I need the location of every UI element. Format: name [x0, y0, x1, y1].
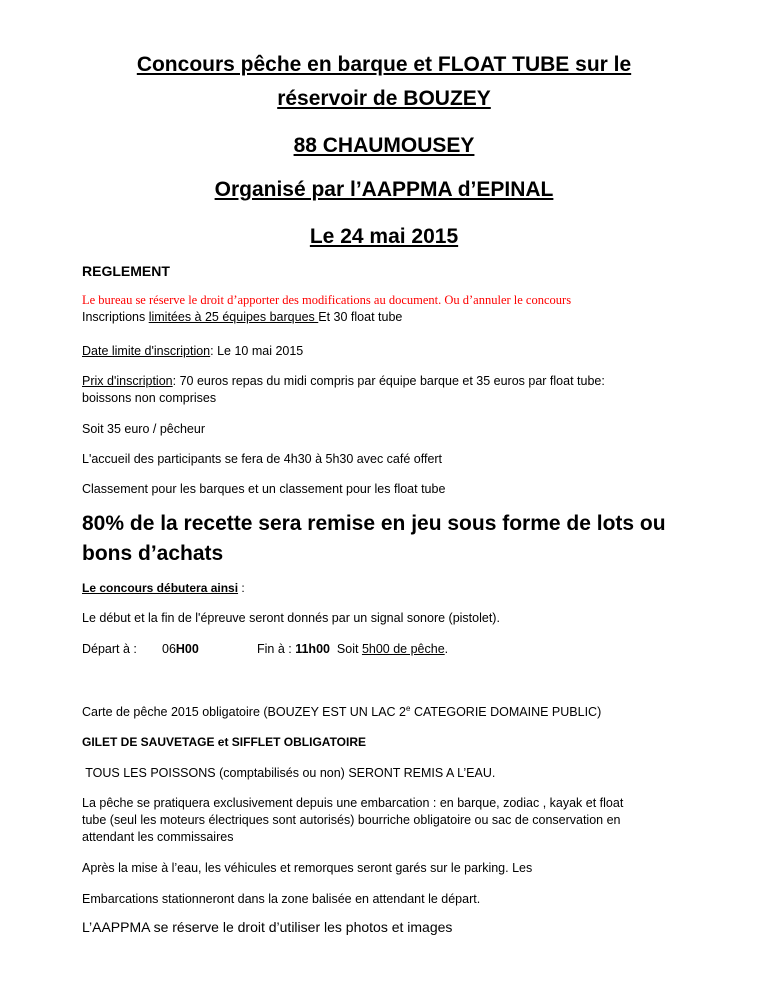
inscriptions-suffix: Et 30 float tube — [318, 310, 403, 324]
inscriptions-line — [82, 310, 402, 324]
duration-suffix: . — [444, 642, 449, 656]
duration-prefix: Soit — [329, 642, 362, 656]
per-angler-line: Soit 35 euro / pêcheur — [82, 422, 205, 436]
end-label: Fin à : — [257, 642, 296, 656]
start-heading-colon: : — [238, 581, 245, 595]
price-line-2: boissons non comprises — [82, 391, 217, 405]
price-line-1 — [82, 374, 605, 388]
red-notice: Le bureau se réserve le droit d’apporter des modifications au document. Ou d’annuler le concours — [82, 293, 572, 307]
end-time: 11h00 — [295, 642, 330, 656]
gilet-line: GILET DE SAUVETAGE et SIFFLET OBLIGATOIRE — [82, 735, 367, 749]
location-title: 88 CHAUMOUSEY — [293, 134, 475, 157]
ranking-line: Classement pour les barques et un classement pour les float tube — [82, 482, 446, 496]
title-line-2: réservoir de BOUZEY — [277, 87, 491, 110]
card-suffix: CATEGORIE DOMAINE PUBLIC) — [410, 705, 602, 719]
title-line-1: Concours pêche en barque et FLOAT TUBE sur le — [136, 53, 632, 76]
inscriptions-prefix: Inscriptions — [82, 310, 149, 324]
parking-line: Après la mise à l’eau, les véhicules et remorques seront garés sur le parking. Les — [82, 861, 533, 875]
boat-line-1: La pêche se pratiquera exclusivement depuis une embarcation : en barque, zodiac , kayak et float — [82, 796, 624, 810]
boat-line-2: tube (seul les moteurs électriques sont autorisés) bourriche obligatoire ou sac de conservation en — [82, 813, 621, 827]
photos-line: L’AAPPMA se réserve le droit d’utiliser les photos et images — [82, 919, 453, 935]
embark-line: Embarcations stationneront dans la zone balisée en attendant le départ. — [82, 892, 481, 906]
deadline-line — [82, 344, 303, 358]
date-title: Le 24 mai 2015 — [309, 225, 459, 248]
card-sup: e — [406, 703, 411, 713]
price-label: Prix d'inscription — [82, 374, 173, 388]
welcome-line: L'accueil des participants se fera de 4h30 à 5h30 avec café offert — [82, 452, 443, 466]
reglement-heading: REGLEMENT — [82, 263, 170, 279]
duration-value: 5h00 de pêche — [361, 642, 445, 656]
start-heading-line — [82, 581, 245, 595]
prizes-line-2: bons d’achats — [82, 542, 224, 565]
depart-time — [162, 642, 199, 656]
prizes-line-1: 80% de la recette sera remise en jeu sous forme de lots ou — [82, 512, 666, 535]
end-time-line — [257, 642, 448, 656]
depart-label: Départ à : — [82, 642, 137, 656]
fishing-card-line — [82, 705, 601, 719]
signal-line: Le début et la fin de l'épreuve seront donnés par un signal sonore (pistolet). — [82, 611, 500, 625]
fish-release-line: TOUS LES POISSONS (comptabilisés ou non) SERONT REMIS A L’EAU. — [82, 766, 496, 780]
organizer-title: Organisé par l’AAPPMA d’EPINAL — [214, 178, 554, 201]
start-heading: Le concours débutera ainsi — [82, 581, 239, 595]
deadline-label: Date limite d'inscription — [82, 344, 211, 358]
depart-minutes: H00 — [175, 642, 199, 656]
price-text: : 70 euros repas du midi compris par équipe barque et 35 euros par float tube: — [172, 374, 605, 388]
card-prefix: Carte de pêche 2015 obligatoire (BOUZEY EST UN LAC 2 — [82, 705, 407, 719]
deadline-value: : Le 10 mai 2015 — [210, 344, 304, 358]
inscriptions-limit: limitées à 25 équipes barques — [148, 310, 319, 324]
depart-hour: 06 — [162, 642, 176, 656]
boat-line-3: attendant les commissaires — [82, 830, 234, 844]
